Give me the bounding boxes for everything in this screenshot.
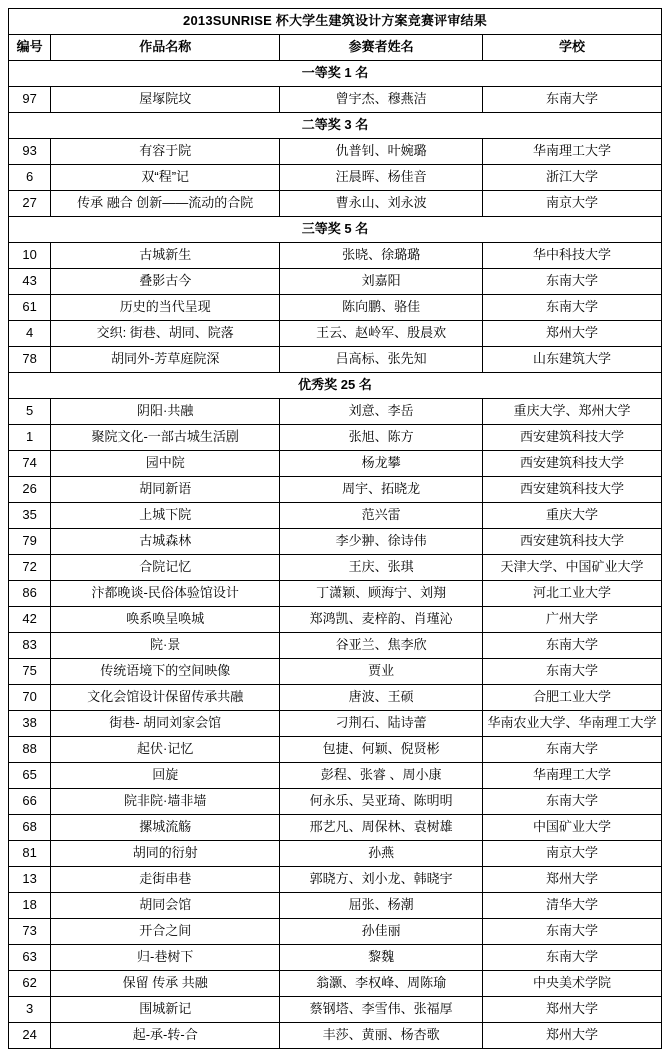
row-cell-name: 孙燕 (280, 841, 483, 867)
row-cell-id: 24 (9, 1023, 51, 1049)
row-cell-id: 1 (9, 425, 51, 451)
row-cell-school: 河北工业大学 (483, 581, 662, 607)
row-cell-id: 5 (9, 399, 51, 425)
row-cell-school: 东南大学 (483, 269, 662, 295)
row-cell-name: 包捷、何颖、倪贤彬 (280, 737, 483, 763)
row-cell-work: 双“程”记 (51, 165, 280, 191)
row-cell-id: 13 (9, 867, 51, 893)
table-row (9, 1023, 662, 1049)
row-cell-work: 胡同新语 (51, 477, 280, 503)
row-cell-id: 42 (9, 607, 51, 633)
row-cell-id: 78 (9, 347, 51, 373)
row-cell-name: 黎魏 (280, 945, 483, 971)
row-cell-school: 浙江大学 (483, 165, 662, 191)
row-cell-id: 63 (9, 945, 51, 971)
row-cell-id: 68 (9, 815, 51, 841)
row-cell-id: 27 (9, 191, 51, 217)
row-cell-name: 仇普钊、叶婉璐 (280, 139, 483, 165)
row-cell-work: 屋塚院坟 (51, 87, 280, 113)
row-cell-school: 东南大学 (483, 945, 662, 971)
section-heading: 一等奖 1 名 (9, 61, 662, 87)
table-row (9, 633, 662, 659)
row-cell-school: 郑州大学 (483, 321, 662, 347)
row-cell-work: 胡同会馆 (51, 893, 280, 919)
row-cell-id: 93 (9, 139, 51, 165)
row-cell-school: 东南大学 (483, 789, 662, 815)
row-cell-school: 南京大学 (483, 191, 662, 217)
row-cell-school: 合肥工业大学 (483, 685, 662, 711)
row-cell-id: 70 (9, 685, 51, 711)
row-cell-name: 屈张、杨潮 (280, 893, 483, 919)
row-cell-id: 88 (9, 737, 51, 763)
row-cell-name: 邢艺凡、周保林、袁树雄 (280, 815, 483, 841)
row-cell-school: 中国矿业大学 (483, 815, 662, 841)
row-cell-name: 唐波、王硕 (280, 685, 483, 711)
row-cell-school: 华南农业大学、华南理工大学 (483, 711, 662, 737)
row-cell-id: 66 (9, 789, 51, 815)
table-row (9, 815, 662, 841)
column-header-id: 编号 (9, 35, 51, 61)
row-cell-id: 18 (9, 893, 51, 919)
table-row (9, 165, 662, 191)
row-cell-work: 交织: 街巷、胡同、院落 (51, 321, 280, 347)
row-cell-work: 合院记忆 (51, 555, 280, 581)
row-cell-school: 东南大学 (483, 737, 662, 763)
row-cell-work: 聚院文化-一部古城生活剧 (51, 425, 280, 451)
row-cell-work: 院非院·墙非墙 (51, 789, 280, 815)
table-row (9, 87, 662, 113)
table-row (9, 711, 662, 737)
row-cell-id: 38 (9, 711, 51, 737)
row-cell-school: 华南理工大学 (483, 763, 662, 789)
row-cell-school: 郑州大学 (483, 867, 662, 893)
row-cell-name: 刘嘉阳 (280, 269, 483, 295)
row-cell-work: 园中院 (51, 451, 280, 477)
document-title: 2013SUNRISE 杯大学生建筑设计方案竞赛评审结果 (9, 9, 662, 35)
row-cell-work: 归-巷树下 (51, 945, 280, 971)
table-row (9, 139, 662, 165)
table-row (9, 295, 662, 321)
row-cell-school: 重庆大学 (483, 503, 662, 529)
row-cell-name: 丰莎、黄丽、杨杏歌 (280, 1023, 483, 1049)
header-row (9, 35, 662, 61)
row-cell-name: 王庆、张琪 (280, 555, 483, 581)
table-row (9, 581, 662, 607)
row-cell-name: 陈向鹏、骆佳 (280, 295, 483, 321)
row-cell-name: 李少翀、徐诗伟 (280, 529, 483, 555)
row-cell-school: 东南大学 (483, 659, 662, 685)
section-heading-row (9, 373, 662, 399)
row-cell-id: 97 (9, 87, 51, 113)
row-cell-work: 文化会馆设计保留传承共融 (51, 685, 280, 711)
row-cell-name: 吕高标、张先知 (280, 347, 483, 373)
table-row (9, 191, 662, 217)
table-row (9, 347, 662, 373)
section-heading-row (9, 61, 662, 87)
row-cell-school: 山东建筑大学 (483, 347, 662, 373)
title-row (9, 9, 662, 35)
table-row (9, 997, 662, 1023)
table-row (9, 841, 662, 867)
row-cell-id: 6 (9, 165, 51, 191)
row-cell-name: 周宇、拓晓龙 (280, 477, 483, 503)
row-cell-work: 保留 传承 共融 (51, 971, 280, 997)
row-cell-id: 65 (9, 763, 51, 789)
row-cell-name: 谷亚兰、焦李欣 (280, 633, 483, 659)
row-cell-name: 张旭、陈方 (280, 425, 483, 451)
row-cell-school: 广州大学 (483, 607, 662, 633)
row-cell-id: 61 (9, 295, 51, 321)
row-cell-work: 摞城流觞 (51, 815, 280, 841)
results-table-body (9, 9, 662, 1049)
row-cell-id: 86 (9, 581, 51, 607)
row-cell-work: 开合之间 (51, 919, 280, 945)
row-cell-name: 丁潇颖、顾海宁、刘翔 (280, 581, 483, 607)
table-row (9, 919, 662, 945)
row-cell-work: 围城新记 (51, 997, 280, 1023)
row-cell-work: 胡同外-芳草庭院深 (51, 347, 280, 373)
table-row (9, 399, 662, 425)
row-cell-name: 刘意、李岳 (280, 399, 483, 425)
row-cell-work: 传统语境下的空间映像 (51, 659, 280, 685)
row-cell-school: 清华大学 (483, 893, 662, 919)
section-heading: 三等奖 5 名 (9, 217, 662, 243)
table-row (9, 893, 662, 919)
row-cell-work: 古城森林 (51, 529, 280, 555)
row-cell-id: 10 (9, 243, 51, 269)
row-cell-school: 东南大学 (483, 295, 662, 321)
row-cell-name: 汪晨晖、杨佳音 (280, 165, 483, 191)
table-row (9, 789, 662, 815)
row-cell-school: 南京大学 (483, 841, 662, 867)
row-cell-id: 79 (9, 529, 51, 555)
row-cell-school: 东南大学 (483, 87, 662, 113)
column-header-name: 参赛者姓名 (280, 35, 483, 61)
row-cell-school: 华南理工大学 (483, 139, 662, 165)
table-row (9, 737, 662, 763)
row-cell-name: 彭程、张睿 、周小康 (280, 763, 483, 789)
row-cell-id: 74 (9, 451, 51, 477)
row-cell-work: 历史的当代呈现 (51, 295, 280, 321)
row-cell-name: 蔡钢塔、李雪伟、张福厚 (280, 997, 483, 1023)
table-row (9, 243, 662, 269)
table-row (9, 607, 662, 633)
row-cell-work: 阴阳·共融 (51, 399, 280, 425)
row-cell-school: 西安建筑科技大学 (483, 477, 662, 503)
table-row (9, 763, 662, 789)
row-cell-id: 3 (9, 997, 51, 1023)
row-cell-school: 中央美术学院 (483, 971, 662, 997)
table-row (9, 945, 662, 971)
row-cell-school: 重庆大学、郑州大学 (483, 399, 662, 425)
section-heading: 优秀奖 25 名 (9, 373, 662, 399)
row-cell-id: 62 (9, 971, 51, 997)
row-cell-name: 王云、赵岭军、殷晨欢 (280, 321, 483, 347)
row-cell-id: 43 (9, 269, 51, 295)
table-row (9, 451, 662, 477)
table-row (9, 477, 662, 503)
row-cell-name: 张晓、徐璐璐 (280, 243, 483, 269)
row-cell-id: 73 (9, 919, 51, 945)
row-cell-work: 唤系唤呈唤城 (51, 607, 280, 633)
row-cell-name: 曹永山、刘永波 (280, 191, 483, 217)
section-heading-row (9, 217, 662, 243)
row-cell-name: 孙佳丽 (280, 919, 483, 945)
row-cell-name: 刁荆石、陆诗蕾 (280, 711, 483, 737)
table-row (9, 659, 662, 685)
row-cell-work: 汴都晚谈-民俗体验馆设计 (51, 581, 280, 607)
row-cell-school: 华中科技大学 (483, 243, 662, 269)
row-cell-work: 胡同的衍射 (51, 841, 280, 867)
row-cell-name: 曾宇杰、穆燕洁 (280, 87, 483, 113)
row-cell-name: 范兴雷 (280, 503, 483, 529)
row-cell-school: 东南大学 (483, 919, 662, 945)
results-table (8, 8, 662, 1049)
row-cell-id: 72 (9, 555, 51, 581)
row-cell-work: 起伏·记忆 (51, 737, 280, 763)
row-cell-work: 传承 融合 创新——流动的合院 (51, 191, 280, 217)
row-cell-school: 东南大学 (483, 633, 662, 659)
table-row (9, 269, 662, 295)
table-row (9, 503, 662, 529)
table-row (9, 867, 662, 893)
column-header-work: 作品名称 (51, 35, 280, 61)
row-cell-school: 郑州大学 (483, 1023, 662, 1049)
table-row (9, 685, 662, 711)
table-row (9, 321, 662, 347)
table-row (9, 555, 662, 581)
row-cell-id: 83 (9, 633, 51, 659)
row-cell-id: 75 (9, 659, 51, 685)
row-cell-work: 古城新生 (51, 243, 280, 269)
row-cell-work: 起-承-转-合 (51, 1023, 280, 1049)
row-cell-name: 何永乐、吴亚琦、陈明明 (280, 789, 483, 815)
row-cell-work: 叠影古今 (51, 269, 280, 295)
row-cell-name: 郑鸿凯、麦梓韵、肖瑾沁 (280, 607, 483, 633)
row-cell-id: 35 (9, 503, 51, 529)
row-cell-school: 西安建筑科技大学 (483, 425, 662, 451)
row-cell-school: 西安建筑科技大学 (483, 451, 662, 477)
section-heading-row (9, 113, 662, 139)
column-header-school: 学校 (483, 35, 662, 61)
row-cell-name: 杨龙攀 (280, 451, 483, 477)
row-cell-work: 街巷- 胡同刘家会馆 (51, 711, 280, 737)
section-heading: 二等奖 3 名 (9, 113, 662, 139)
row-cell-name: 贾业 (280, 659, 483, 685)
table-row (9, 529, 662, 555)
row-cell-work: 院·景 (51, 633, 280, 659)
row-cell-work: 回旋 (51, 763, 280, 789)
row-cell-id: 26 (9, 477, 51, 503)
table-row (9, 425, 662, 451)
row-cell-id: 4 (9, 321, 51, 347)
table-row (9, 971, 662, 997)
row-cell-work: 上城下院 (51, 503, 280, 529)
row-cell-name: 翁灏、李权峰、周陈瑜 (280, 971, 483, 997)
row-cell-school: 天津大学、中国矿业大学 (483, 555, 662, 581)
row-cell-work: 有容于院 (51, 139, 280, 165)
row-cell-school: 郑州大学 (483, 997, 662, 1023)
row-cell-school: 西安建筑科技大学 (483, 529, 662, 555)
row-cell-name: 郭晓方、刘小龙、韩晓宇 (280, 867, 483, 893)
row-cell-work: 走街串巷 (51, 867, 280, 893)
row-cell-id: 81 (9, 841, 51, 867)
